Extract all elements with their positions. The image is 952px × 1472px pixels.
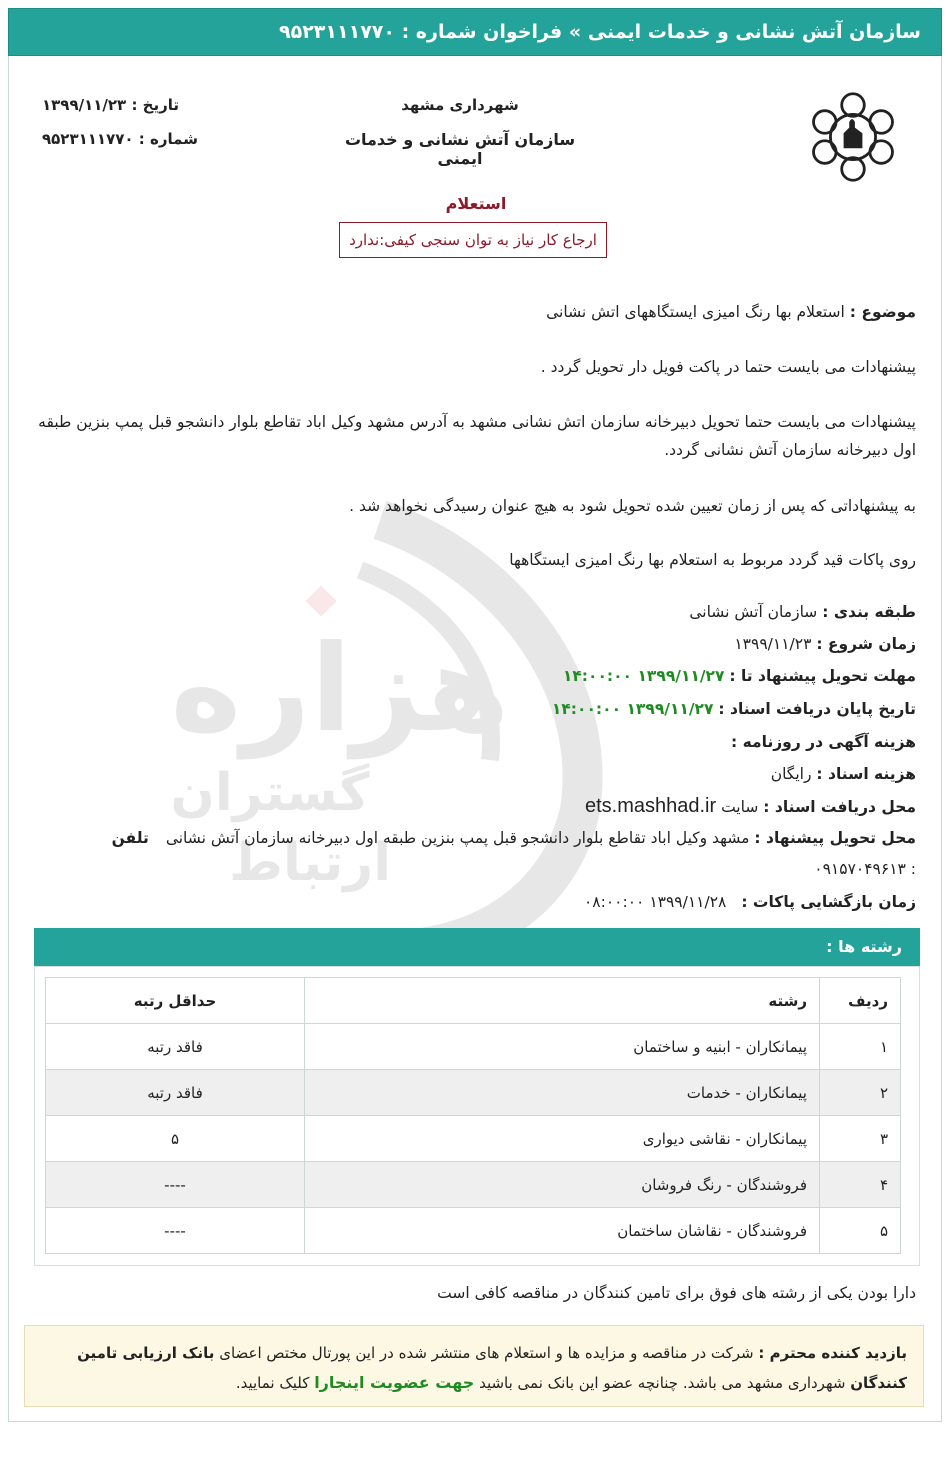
membership-link[interactable]: جهت عضویت اینجارا [314, 1373, 475, 1392]
subject-row [546, 303, 916, 321]
category-value: سازمان آتش نشانی [689, 603, 818, 621]
opening-row [584, 893, 916, 911]
notice-text-1: شرکت در مناقصه و مزایده ها و استعلام های منتشر شده در این پورتال مختص اعضای [219, 1344, 754, 1362]
row-field: پیمانکاران - ابنیه و ساختمان [305, 1024, 820, 1070]
delivery-label: محل تحویل پیشنهاد : [754, 829, 916, 847]
row-min-rank: ---- [46, 1208, 305, 1254]
mashhad-municipality-logo [806, 90, 900, 184]
docend-value: ۱۳۹۹/۱۱/۲۷ ۱۴:۰۰:۰۰ [551, 700, 714, 718]
sufficiency-note: دارا بودن یکی از رشته های فوق برای تامین کنندگان در مناقصه کافی است [437, 1284, 916, 1302]
docend-label: تاریخ پایان دریافت اسناد : [718, 700, 916, 718]
row-field: پیمانکاران - خدمات [305, 1070, 820, 1116]
docplace-label: محل دریافت اسناد : [763, 798, 916, 816]
row-number: ۵ [820, 1208, 901, 1254]
doccost-row [771, 765, 916, 783]
delivery-value: مشهد وکیل اباد تقاطع بلوار دانشجو قبل پمپ بنزین طبقه اول دبیرخانه سازمان آتش نشانی [165, 829, 750, 847]
number-value: ۹۵۲۳۱۱۱۷۷۰ [42, 130, 134, 148]
paragraph-4: روی پاکات قید گردد مربوط به استعلام بها رنگ امیزی ایستگاهها [509, 551, 916, 569]
paragraph-2: پیشنهادات می بایست حتما تحویل دبیرخانه سازمان اتش نشانی مشهد به آدرس مشهد وکیل اباد تقاطع بلوار دانشجو قبل پمپ بنزین طبقه اول دبیرخانه سازمان آتش نشانی گردد. [38, 413, 916, 459]
subject-label: موضوع : [849, 303, 916, 321]
opening-value: ۱۳۹۹/۱۱/۲۸ ۰۸:۰۰:۰۰ [583, 893, 727, 911]
membership-notice [24, 1325, 924, 1407]
fields-table-wrapper [34, 966, 920, 1266]
header-min-rank: حداقل رتبه [46, 978, 305, 1024]
doccost-value: رایگان [770, 765, 812, 783]
start-label: زمان شروع : [816, 635, 916, 653]
subject-value: استعلام بها رنگ امیزی ایستگاههای اتش نشانی [546, 303, 845, 321]
phone-value: : ۰۹۱۵۷۰۴۹۶۱۳ [814, 860, 916, 878]
docplace-prefix: سایت [721, 798, 759, 816]
category-label: طبقه بندی : [822, 603, 916, 621]
deadline-row [563, 667, 916, 685]
row-min-rank: ---- [46, 1162, 305, 1208]
notice-text-3: کلیک نمایید. [235, 1374, 310, 1392]
date-value: ۱۳۹۹/۱۱/۲۳ [42, 96, 127, 114]
row-field: پیمانکاران - نقاشی دیواری [305, 1116, 820, 1162]
date-row [42, 96, 179, 114]
row-field: فروشندگان - نقاشان ساختمان [305, 1208, 820, 1254]
table-row [46, 1070, 901, 1116]
adcost-label: هزینه آگهی در روزنامه : [731, 733, 916, 751]
delivery-row [32, 829, 916, 847]
quality-assessment-box: ارجاع کار نیاز به توان سنجی کیفی:ندارد [339, 222, 607, 258]
doccost-label: هزینه اسناد : [816, 765, 916, 783]
docplace-row [585, 795, 916, 818]
category-row [689, 603, 916, 621]
row-number: ۳ [820, 1116, 901, 1162]
fields-section-title: رشته ها : [34, 928, 920, 966]
bank-name: بانک ارزیابی تامین کنندگان [77, 1344, 907, 1392]
adcost-row [731, 733, 916, 751]
table-row [46, 1208, 901, 1254]
docplace-site-link[interactable]: ets.mashhad.ir [584, 795, 717, 817]
row-number: ۲ [820, 1070, 901, 1116]
table-row [46, 1116, 901, 1162]
number-row [42, 130, 198, 148]
row-number: ۴ [820, 1162, 901, 1208]
page-header: سازمان آتش نشانی و خدمات ایمنی » فراخوان شماره : ۹۵۲۳۱۱۱۷۷۰ [8, 8, 942, 56]
paragraph-3: به پیشنهاداتی که پس از زمان تعیین شده تحویل شود به هیچ عنوان رسیدگی نخواهد شد . [349, 497, 916, 515]
opening-label: زمان بازگشایی پاکات : [741, 893, 916, 911]
row-number: ۱ [820, 1024, 901, 1070]
table-row [46, 1024, 901, 1070]
table-row [46, 1162, 901, 1208]
notice-text-2: شهرداری مشهد می باشد. چنانچه عضو این بانک نمی باشید [479, 1374, 846, 1392]
deadline-value: ۱۳۹۹/۱۱/۲۷ ۱۴:۰۰:۰۰ [562, 667, 725, 685]
org-name-2: سازمان آتش نشانی و خدمات ایمنی [344, 130, 576, 168]
deadline-label: مهلت تحویل پیشنهاد تا : [729, 667, 916, 685]
phone-label: تلفن [111, 829, 149, 847]
row-min-rank: فاقد رتبه [46, 1070, 305, 1116]
header-row-number: ردیف [820, 978, 901, 1024]
docend-row [552, 700, 916, 718]
fields-table [45, 977, 901, 1254]
row-field: فروشندگان - رنگ فروشان [305, 1162, 820, 1208]
estelam-title: استعلام [445, 194, 507, 213]
row-min-rank: فاقد رتبه [46, 1024, 305, 1070]
header-field: رشته [305, 978, 820, 1024]
org-name-1: شهرداری مشهد [401, 96, 519, 114]
visitor-label: بازدید کننده محترم : [758, 1344, 907, 1362]
row-min-rank: ۵ [46, 1116, 305, 1162]
date-label: تاریخ : [131, 96, 180, 114]
start-row [734, 635, 916, 653]
number-label: شماره : [138, 130, 198, 148]
paragraph-1: پیشنهادات می بایست حتما در پاکت فویل دار تحویل گردد . [540, 358, 916, 376]
start-value: ۱۳۹۹/۱۱/۲۳ [734, 635, 812, 653]
